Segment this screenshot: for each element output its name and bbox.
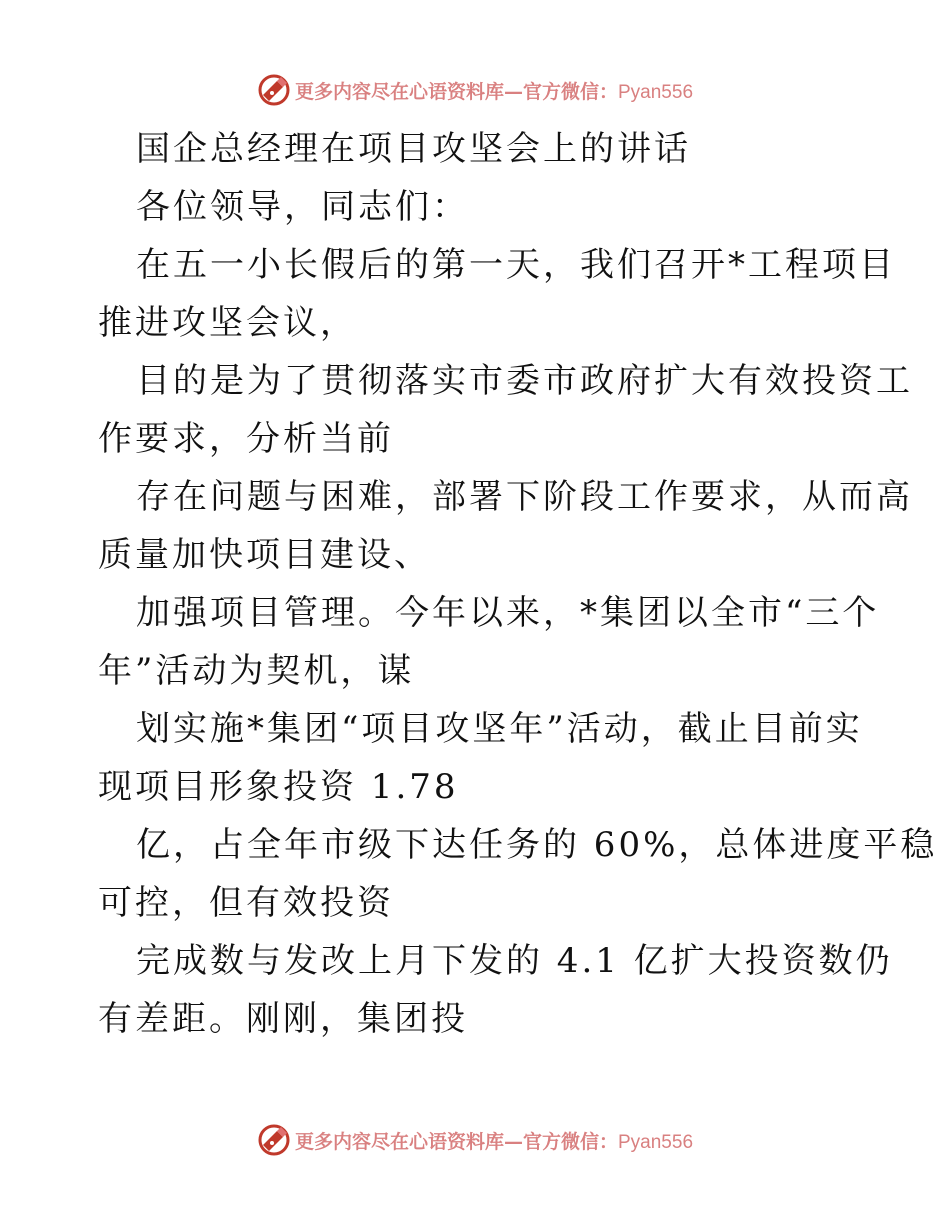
text-line: 完成数与发改上月下发的 4.1 亿扩大投资数仍: [136, 941, 893, 981]
text-line: 划实施*集团“项目攻坚年”活动，截止目前实: [136, 709, 863, 749]
text-line: 目的是为了贯彻落实市委市政府扩大有效投资工: [136, 361, 913, 401]
text-line: 推进攻坚会议，: [98, 303, 357, 343]
header-banner: [0, 70, 950, 110]
text-line: 现项目形象投资 1.78: [98, 767, 459, 807]
banner-text-cn: 更多内容尽在心语资料库—官方微信：: [294, 80, 618, 103]
text-line: 年”活动为契机，谋: [98, 651, 415, 691]
banner-text-wechat-id: Pyan556: [618, 81, 694, 103]
text-line: 在五一小长假后的第一天，我们召开*工程项目: [136, 245, 896, 285]
text-line: 作要求，分析当前: [98, 419, 394, 459]
document-body: [98, 120, 938, 1048]
text-line: 亿，占全年市级下达任务的 60%，总体进度平稳: [136, 825, 938, 865]
text-line: 加强项目管理。今年以来，*集团以全市“三个: [136, 593, 880, 633]
banner-text-cn: 更多内容尽在心语资料库—官方微信：: [294, 1130, 618, 1153]
text-line: 可控，但有效投资: [98, 883, 394, 923]
text-line: 质量加快项目建设、: [98, 535, 431, 575]
banner-text: [295, 77, 693, 104]
banner-text: [295, 1127, 693, 1154]
text-line: 存在问题与困难，部署下阶段工作要求，从而高: [136, 477, 913, 517]
footer-banner: [0, 1120, 950, 1160]
document-title: 国企总经理在项目攻坚会上的讲话: [136, 129, 691, 169]
banner-text-wechat-id: Pyan556: [618, 1131, 694, 1153]
pen-nib-logo-icon: [257, 1123, 291, 1157]
pen-nib-logo-icon: [257, 73, 291, 107]
text-line: 有差距。刚刚，集团投: [98, 999, 468, 1039]
salutation: 各位领导，同志们：: [136, 187, 469, 227]
